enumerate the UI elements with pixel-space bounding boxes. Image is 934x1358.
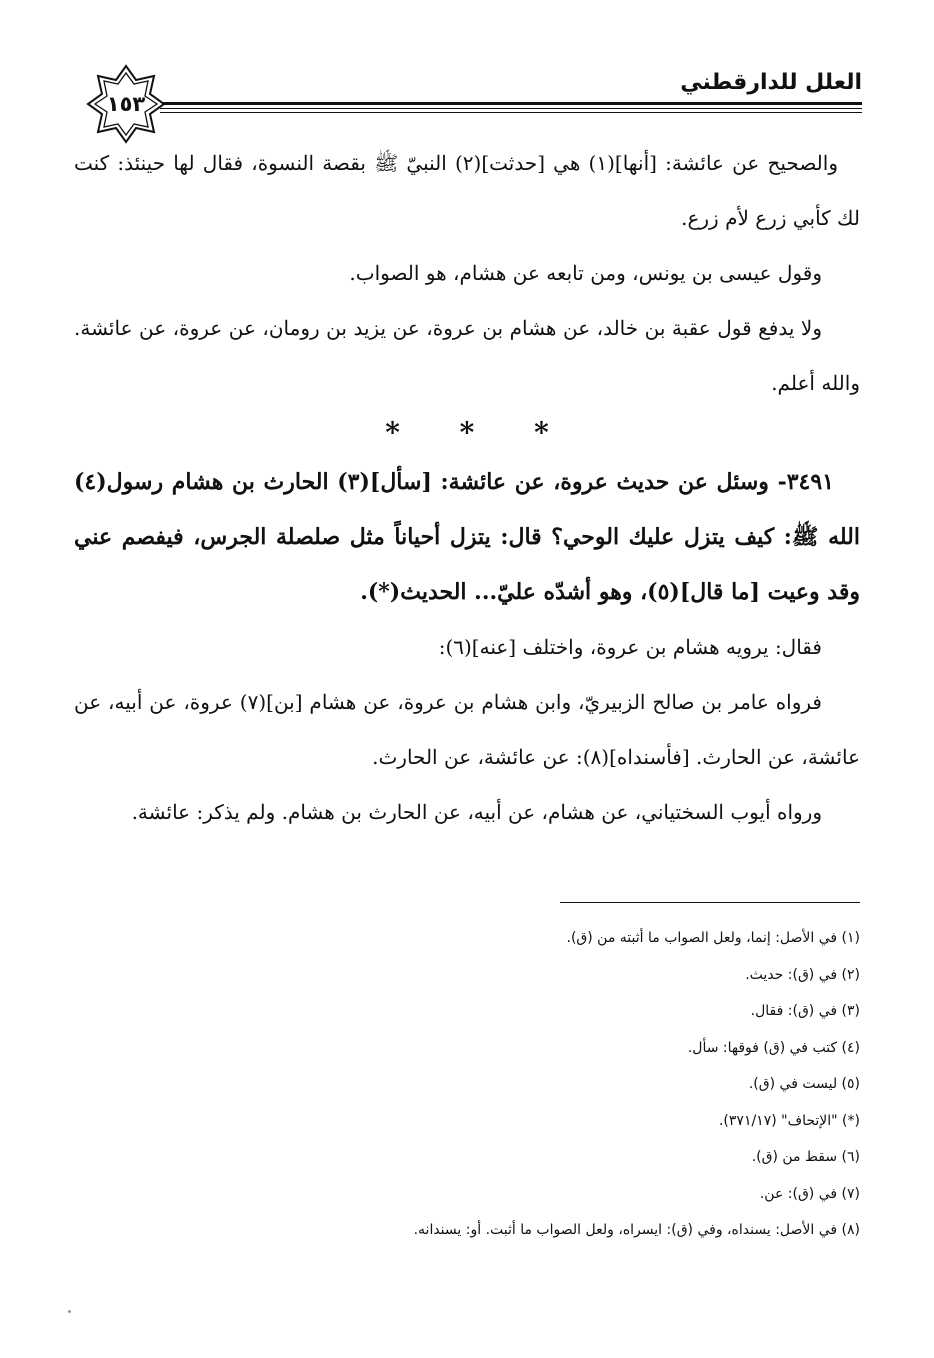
footnote: (٨) في الأصل: يسنداه، وفي (ق): ايسراه، ولعل الصواب ما أثبت. أو: يسندانه. (413, 1222, 860, 1238)
scan-speck (68, 1310, 71, 1313)
footnote: (٢) في (ق): حديث. (745, 966, 860, 983)
paragraph: ورواه أيوب السختياني، عن هشام، عن أبيه، عن الحارث بن هشام. ولم يذكر: عائشة. (131, 800, 822, 824)
page-number-badge (84, 62, 168, 146)
footnote: (٦) سقط من (ق). (751, 1149, 860, 1165)
paragraph: فقال: يرويه هشام بن عروة، واختلف [عنه](٦): (438, 635, 822, 659)
footnotes (140, 920, 860, 1249)
paragraph: وقول عيسى بن يونس، ومن تابعه عن هشام، هو الصواب. (349, 261, 822, 285)
paragraph: والصحيح عن عائشة: [أنها](١) هي [حدثت](٢) النبيّ ﷺ بقصة النسوة، فقال لها حينئذ: كنت لك كأبي زرع لأم زرع. (74, 151, 860, 230)
paragraph: فرواه عامر بن صالح الزبيريّ، وابن هشام بن عروة، عن هشام [بن](٧) عروة، عن أبيه، عن عائشة، عن الحارث. [فأسنداه](٨): عن عائشة، عن الحارث. (74, 690, 860, 769)
section-separator: * * * (385, 416, 549, 449)
footnote-separator (560, 902, 860, 903)
footnote: (٤) كتب في (ق) فوقها: سأل. (687, 1039, 860, 1056)
footnote: (٥) ليست في (ق). (748, 1076, 860, 1092)
main-text (74, 136, 860, 840)
footnote: (٣) في (ق): فقال. (750, 1003, 860, 1019)
running-header-title: العلل للدارقطني (680, 70, 862, 95)
header-rule (160, 100, 862, 118)
footnote: (١) في الأصل: إنما، ولعل الصواب ما أثبته من (ق). (566, 930, 860, 946)
hadith-entry-heading: ٣٤٩١- وسئل عن حديث عروة، عن عائشة: [سأل](٣) الحارث بن هشام رسول(٤) الله ﷺ: كيف يتزل عليك الوحي؟ قال: يتزل أحياناً مثل صلصلة الجرس، فيفصم عني وقد وعيت [ما قال](٥)، وهو أشدّه عليّ... الحديث(*). (74, 469, 860, 605)
footnote: (*) "الإتحاف" (٣٧١/١٧). (718, 1112, 860, 1129)
footnote: (٧) في (ق): عن. (759, 1185, 860, 1202)
paragraph: ولا يدفع قول عقبة بن خالد، عن هشام بن عروة، عن يزيد بن رومان، عن عروة، عن عائشة. والله أعلم. (74, 316, 860, 395)
page-number: ١٥٣ (106, 92, 146, 116)
